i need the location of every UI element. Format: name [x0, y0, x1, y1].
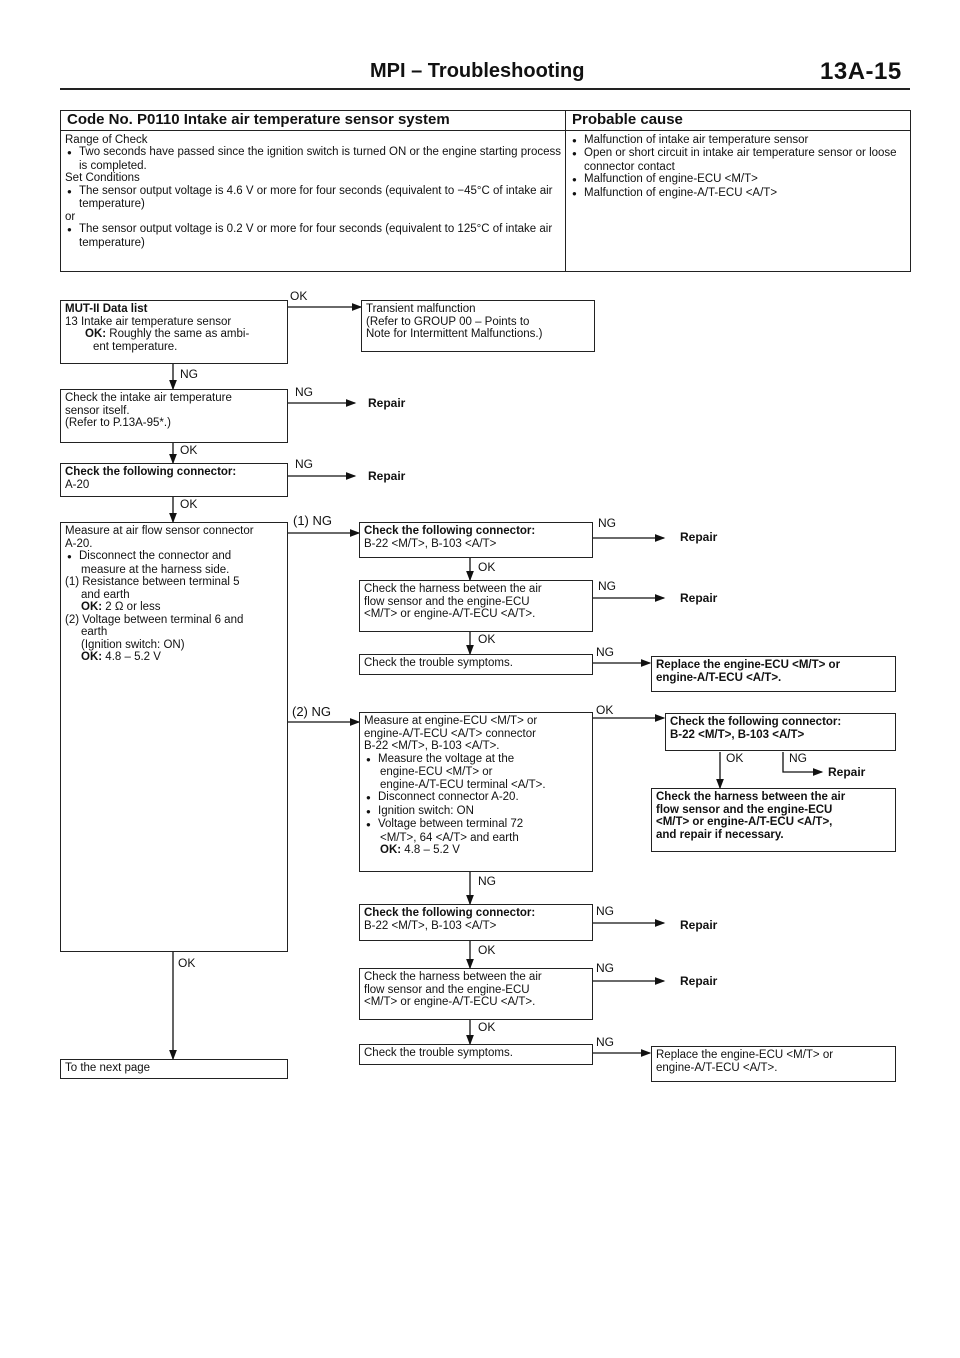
ok-value: 2 Ω or less	[105, 601, 161, 613]
check-harness-repair-box	[651, 788, 896, 852]
measure-ecu-bullet: ● Ignition switch: ON	[364, 805, 588, 819]
measure-air-line: Measure at air flow sensor connector	[65, 525, 254, 537]
cause-item: ● Malfunction of engine-ECU <M/T>	[570, 173, 906, 187]
range-label: Range of Check	[65, 133, 148, 146]
check-b22-line: B-22 <M/T>, B-103 <A/T>	[364, 537, 497, 550]
measure-air-item-cont: earth	[81, 626, 108, 638]
mut-line: 13 Intake air temperature sensor	[65, 315, 232, 328]
ng-label: NG	[598, 516, 616, 530]
ng-label: NG	[596, 904, 614, 918]
repair-label: Repair	[368, 469, 406, 483]
next-page-text: To the next page	[65, 1062, 151, 1074]
replace-ecu-line: engine-A/T-ECU <A/T>.	[656, 671, 782, 684]
ok-label: OK	[596, 703, 614, 717]
measure-air-box	[60, 522, 288, 952]
transient-line: (Refer to GROUP 00 – Points to	[366, 315, 530, 328]
check-trouble-lower-text: Check the trouble symptoms.	[364, 1047, 513, 1059]
measure-air-item: (1) Resistance between terminal 5	[65, 576, 240, 588]
cause-title: Probable cause	[566, 111, 910, 131]
check-b22-lower-box	[359, 904, 593, 941]
ng-label: NG	[295, 457, 313, 471]
ok-label: OK	[178, 956, 196, 970]
set-item-2: ● The sensor output voltage is 0.2 V or more for four seconds (equivalent to 125°C of intake air temperature)	[65, 223, 561, 249]
repair-label: Repair	[828, 765, 866, 779]
ok-label: OK:	[81, 651, 103, 663]
check-b22-box	[359, 522, 593, 558]
ng-label: NG	[596, 1035, 614, 1049]
ng-label: NG	[596, 645, 614, 659]
ok-label: OK	[478, 943, 496, 957]
check-a20-line: A-20	[65, 478, 90, 491]
repair-label: Repair	[680, 530, 718, 544]
check-trouble-box	[359, 654, 593, 675]
replace-ecu-lower-line: Replace the engine-ECU <M/T> or	[656, 1049, 834, 1061]
measure-air-item-cont: and earth	[81, 588, 130, 601]
next-page-box	[60, 1059, 288, 1079]
check-sensor-line: Check the intake air temperature	[65, 392, 232, 404]
mut-title: MUT-II Data list	[65, 303, 148, 315]
measure-ecu-bullet: ● Measure the voltage at the	[364, 753, 588, 767]
repair-label: Repair	[680, 591, 718, 605]
ok-label: OK	[726, 751, 744, 765]
repair-label: Repair	[368, 396, 406, 410]
replace-ecu-box	[651, 656, 896, 692]
check-harness-lower-line: <M/T> or engine-A/T-ECU <A/T>.	[364, 996, 536, 1008]
check-harness-line: Check the harness between the air	[364, 583, 542, 595]
check-harness-line: <M/T> or engine-A/T-ECU <A/T>.	[364, 608, 536, 620]
check-a20-box	[60, 463, 288, 497]
page-number: 13A-15	[820, 58, 902, 85]
check-trouble-lower-box	[359, 1044, 593, 1065]
mut-ok-text: Roughly the same as ambi-	[109, 328, 250, 340]
ok-value: 4.8 – 5.2 V	[105, 651, 161, 663]
code-title: Code No. P0110 Intake air temperature sensor system	[61, 111, 565, 131]
ng-1-label: (1) NG	[293, 513, 332, 528]
ng-label: NG	[596, 961, 614, 975]
check-harness-repair-line: Check the harness between the air	[656, 791, 846, 803]
check-b22-right-box	[665, 713, 896, 751]
measure-ecu-bullet: ● Voltage between terminal 72	[364, 818, 588, 832]
ng-label: NG	[180, 367, 198, 381]
cause-item: ● Open or short circuit in intake air temperature sensor or loose connector contact	[570, 147, 906, 173]
repair-label: Repair	[680, 918, 718, 932]
measure-air-item: (2) Voltage between terminal 6 and	[65, 613, 244, 626]
page-title: MPI – Troubleshooting	[370, 60, 585, 82]
measure-air-line: A-20.	[65, 537, 93, 550]
ok-label: OK	[290, 289, 308, 303]
check-sensor-line: sensor itself.	[65, 404, 130, 417]
measure-ecu-bullet-cont: engine-ECU <M/T> or	[380, 766, 493, 778]
ok-label: OK:	[380, 844, 402, 856]
check-sensor-box	[60, 389, 288, 443]
transient-line: Transient malfunction	[366, 303, 476, 315]
check-b22-title: Check the following connector:	[364, 525, 536, 537]
measure-ecu-line: engine-A/T-ECU <A/T> connector	[364, 727, 536, 740]
measure-air-bullet-cont: measure at the harness side.	[81, 563, 230, 576]
replace-ecu-lower-line: engine-A/T-ECU <A/T>.	[656, 1061, 778, 1074]
ok-label: OK:	[85, 328, 107, 340]
repair-label: Repair	[680, 974, 718, 988]
ok-label: OK	[478, 1020, 496, 1034]
ng-label: NG	[789, 751, 807, 765]
ok-value: 4.8 – 5.2 V	[404, 844, 460, 856]
ok-label: OK:	[81, 601, 103, 613]
ok-label: OK	[478, 560, 496, 574]
measure-ecu-bullet-cont: engine-A/T-ECU terminal <A/T>.	[380, 778, 546, 791]
transient-line: Note for Intermittent Malfunctions.)	[366, 328, 543, 340]
check-harness-box	[359, 580, 593, 632]
check-harness-lower-line: flow sensor and the engine-ECU	[364, 983, 530, 996]
check-b22-right-line: B-22 <M/T>, B-103 <A/T>	[670, 728, 805, 741]
check-b22-lower-title: Check the following connector:	[364, 907, 536, 919]
measure-ecu-bullet-cont: <M/T>, 64 <A/T> and earth	[380, 831, 519, 844]
measure-air-item-cont: (Ignition switch: ON)	[81, 638, 185, 651]
measure-ecu-line: B-22 <M/T>, B-103 <A/T>.	[364, 740, 500, 752]
ng-2-label: (2) NG	[292, 704, 331, 719]
or-label: or	[65, 210, 76, 223]
check-a20-title: Check the following connector:	[65, 466, 237, 478]
measure-ecu-bullet: ● Disconnect connector A-20.	[364, 791, 588, 805]
check-b22-lower-line: B-22 <M/T>, B-103 <A/T>	[364, 919, 497, 932]
measure-ecu-box	[359, 712, 593, 872]
set-label: Set Conditions	[65, 172, 140, 184]
mut-ok-text-2: ent temperature.	[93, 340, 178, 353]
ok-label: OK	[180, 443, 198, 457]
set-item-1: ● The sensor output voltage is 4.6 V or more for four seconds (equivalent to −45°C of intake air temperature)	[65, 185, 561, 211]
ok-label: OK	[478, 632, 496, 646]
ng-label: NG	[295, 385, 313, 399]
check-sensor-line: (Refer to P.13A-95*.)	[65, 417, 171, 429]
replace-ecu-lower-box	[651, 1046, 896, 1082]
check-harness-repair-line: and repair if necessary.	[656, 828, 784, 841]
transient-box	[361, 300, 595, 352]
check-b22-right-title: Check the following connector:	[670, 716, 842, 728]
ok-label: OK	[180, 497, 198, 511]
check-harness-repair-line: <M/T> or engine-A/T-ECU <A/T>,	[656, 816, 833, 828]
ng-label: NG	[598, 579, 616, 593]
mut-data-list-box	[60, 300, 288, 364]
check-harness-lower-box	[359, 968, 593, 1020]
ng-label: NG	[478, 874, 496, 888]
cause-item: ● Malfunction of intake air temperature sensor	[570, 134, 906, 148]
check-harness-lower-line: Check the harness between the air	[364, 971, 542, 983]
measure-air-bullet: ● Disconnect the connector and	[65, 550, 283, 564]
check-harness-repair-line: flow sensor and the engine-ECU	[656, 803, 833, 816]
range-item: ● Two seconds have passed since the ignition switch is turned ON or the engine starting process is completed.	[65, 146, 561, 172]
check-harness-line: flow sensor and the engine-ECU	[364, 595, 530, 608]
cause-item: ● Malfunction of engine-A/T-ECU <A/T>	[570, 187, 906, 201]
measure-ecu-line: Measure at engine-ECU <M/T> or	[364, 715, 538, 727]
check-trouble-text: Check the trouble symptoms.	[364, 657, 513, 669]
replace-ecu-line: Replace the engine-ECU <M/T> or	[656, 659, 841, 671]
